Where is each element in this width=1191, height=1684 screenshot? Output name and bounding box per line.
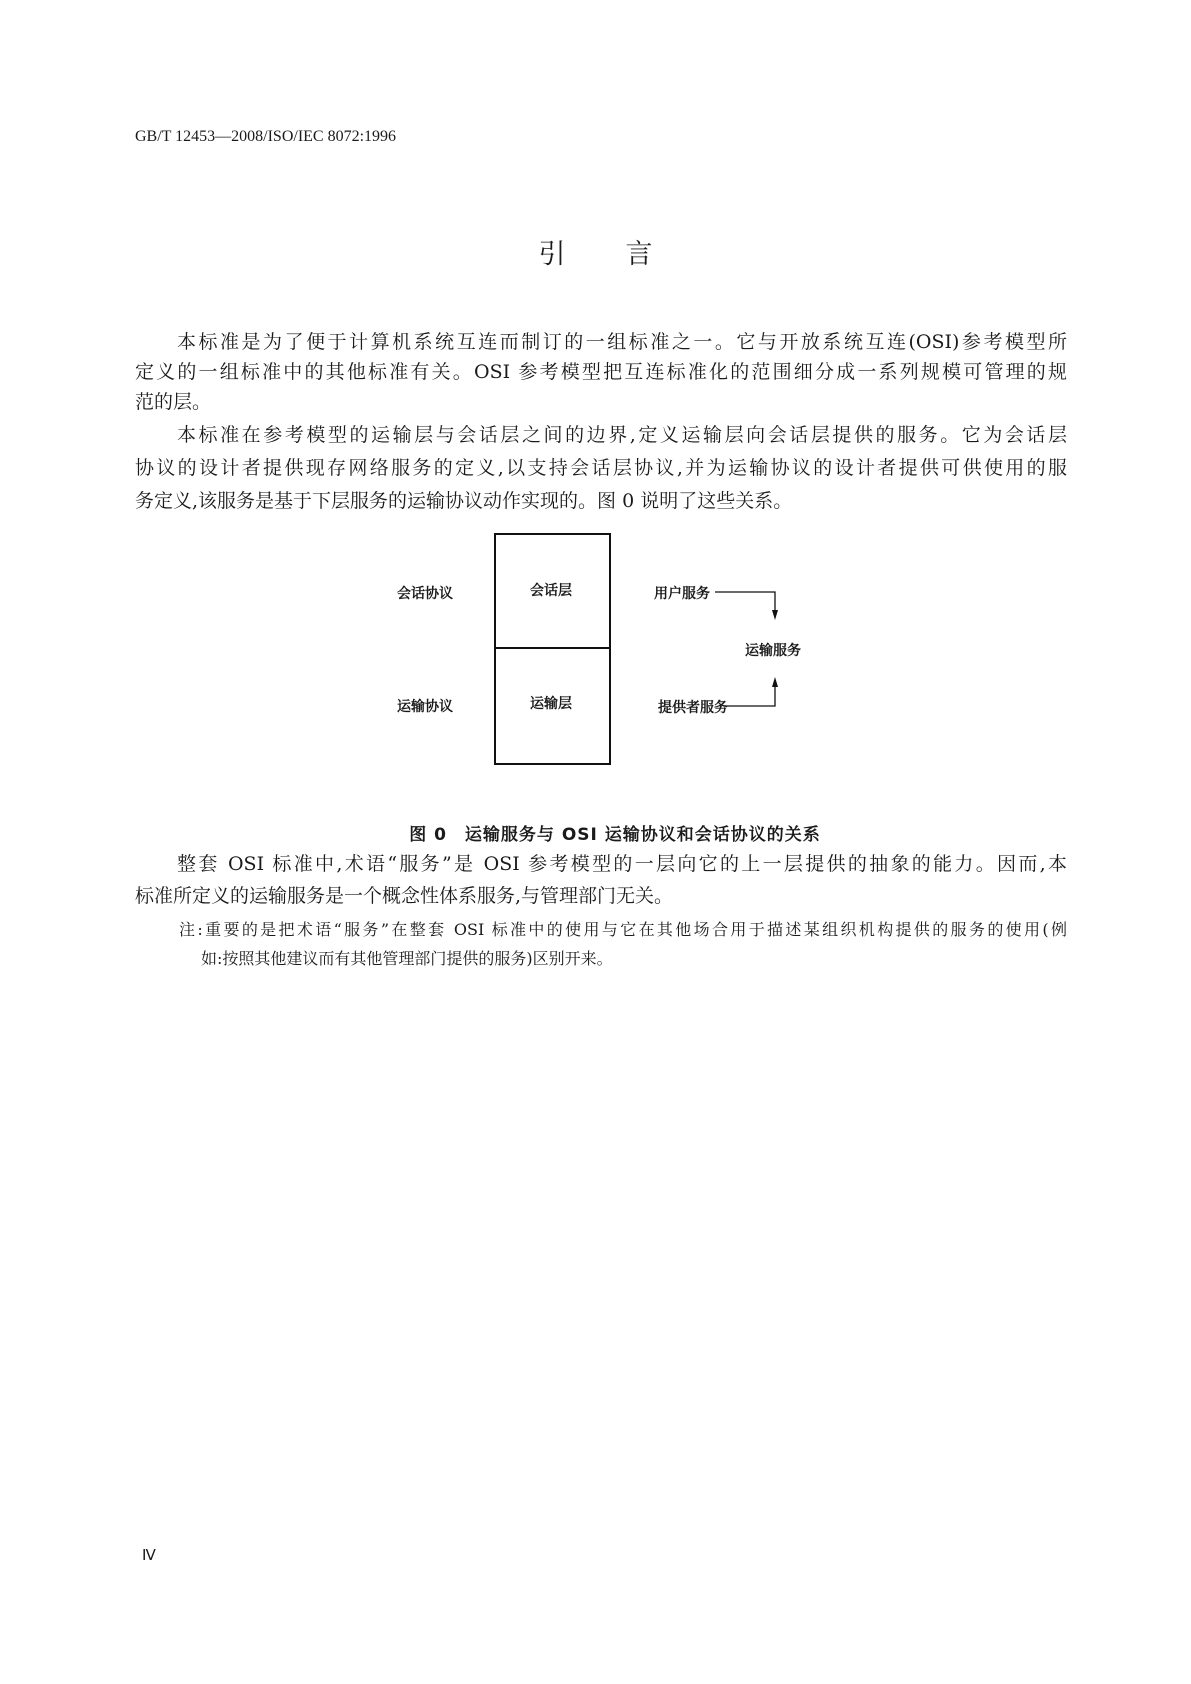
text-line: 务定义,该服务是基于下层服务的运输协议动作实现的。图 0 说明了这些关系。 [135, 490, 793, 512]
text-line: 标准所定义的运输服务是一个概念性体系服务,与管理部门无关。 [135, 885, 674, 907]
page-number: Ⅳ [142, 1548, 156, 1564]
user-service-label: 用户服务 [654, 586, 710, 602]
transport-layer-label: 运输层 [530, 696, 572, 712]
note-line: 注:重要的是把术语“服务”在整套 OSI 标准中的使用与它在其他场合用于描述某组织机构提供的服务的使用(例 [179, 920, 1067, 939]
arrow-down-icon [772, 610, 778, 620]
text-line: 本标准在参考模型的运输层与会话层之间的边界,定义运输层向会话层提供的服务。它为会话层 [177, 424, 1067, 446]
session-layer-label: 会话层 [530, 583, 572, 599]
user-service-arrow-line [715, 592, 775, 612]
figure-caption: 图 0 运输服务与 OSI 运输协议和会话协议的关系 [409, 825, 821, 845]
provider-service-label: 提供者服务 [658, 700, 728, 716]
provider-service-arrow-line [725, 685, 775, 706]
figure-0-diagram [380, 520, 840, 780]
arrow-up-icon [772, 677, 778, 687]
text-line: 本标准是为了便于计算机系统互连而制订的一组标准之一。它与开放系统互连(OSI)参考模型所 [177, 331, 1067, 353]
transport-protocol-label: 运输协议 [397, 699, 453, 715]
transport-service-label: 运输服务 [745, 643, 801, 659]
note-line: 如:按照其他建议而有其他管理部门提供的服务)区别开来。 [201, 949, 613, 968]
text-line: 整套 OSI 标准中,术语“服务”是 OSI 参考模型的一层向它的上一层提供的抽象的能力。因而,本 [177, 853, 1067, 875]
page-title: 引言 [538, 239, 713, 270]
text-line: 协议的设计者提供现存网络服务的定义,以支持会话层协议,并为运输协议的设计者提供可供使用的服 [135, 457, 1067, 479]
session-protocol-label: 会话协议 [397, 586, 453, 602]
text-line: 定义的一组标准中的其他标准有关。OSI 参考模型把互连标准化的范围细分成一系列规模可管理的规 [135, 361, 1067, 383]
standard-number-header: GB/T 12453—2008/ISO/IEC 8072:1996 [135, 128, 397, 145]
text-line: 范的层。 [135, 391, 212, 413]
